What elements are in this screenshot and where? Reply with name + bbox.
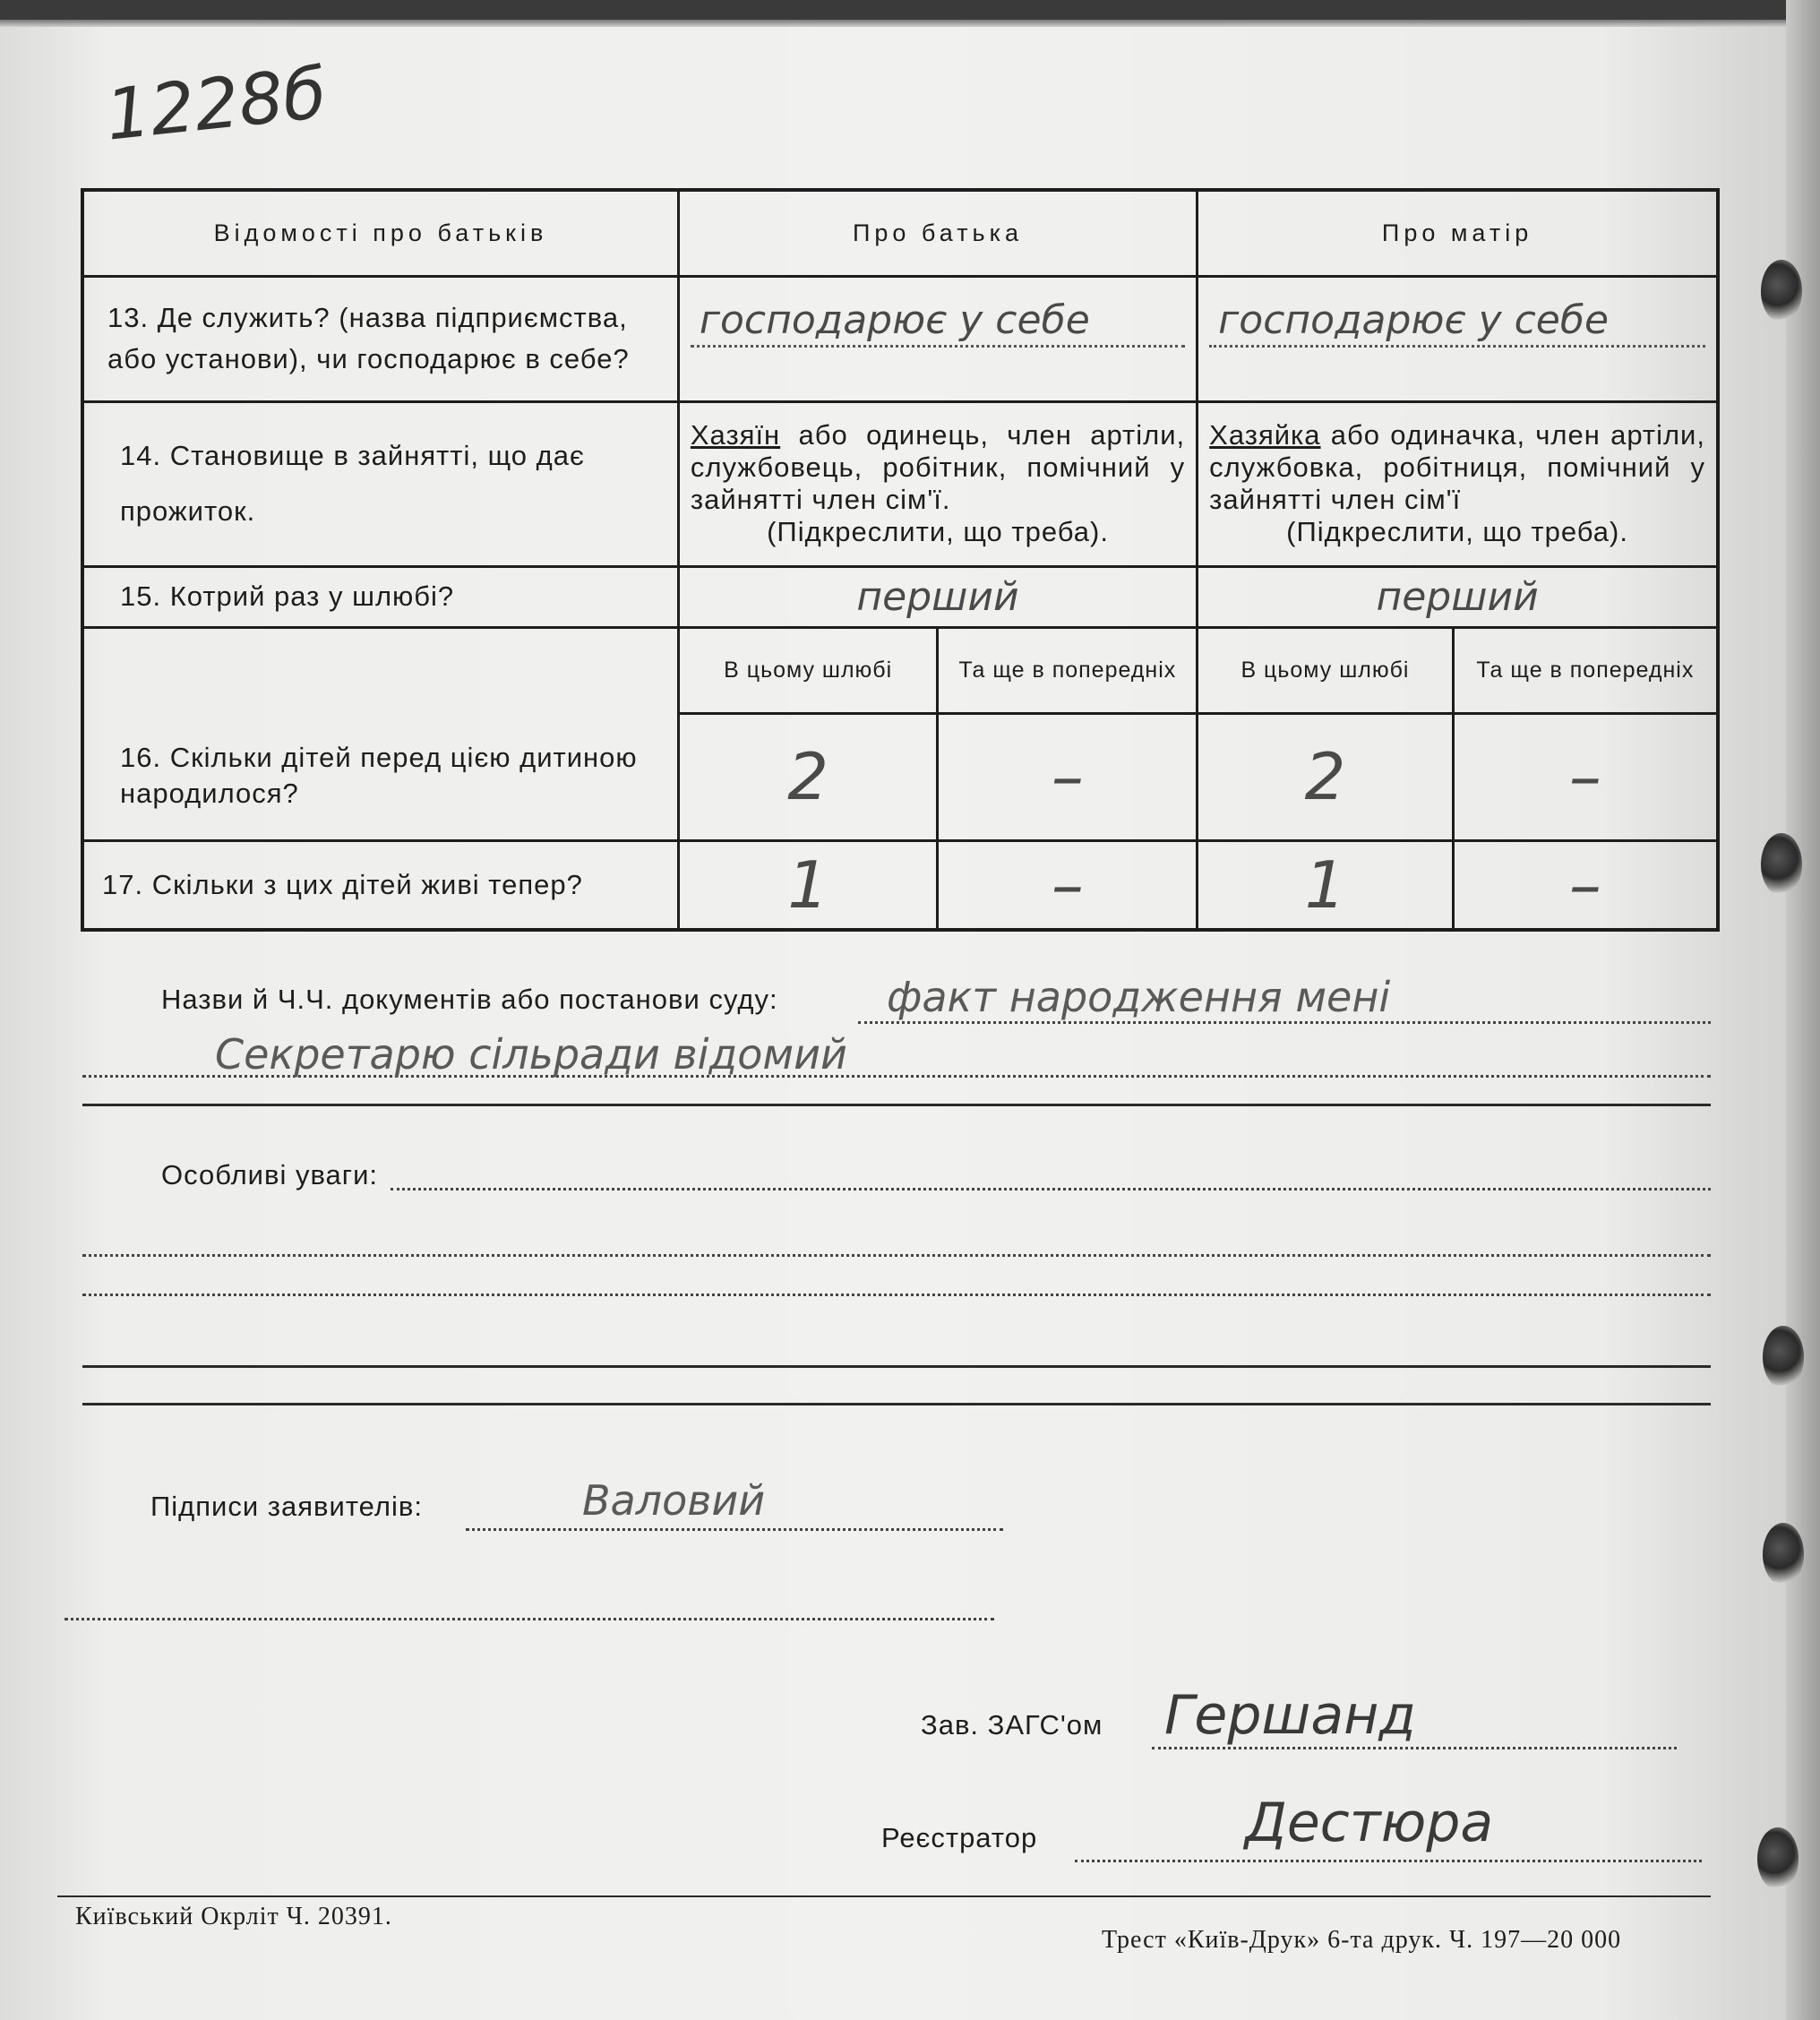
documents-answer-1[interactable]: факт народження мені	[887, 973, 1391, 1021]
applicant-signature[interactable]: Валовий	[582, 1476, 766, 1525]
documents-line-1	[858, 1021, 1711, 1024]
subheader-mother-previous: Та ще в попередніх	[1453, 627, 1718, 713]
q13-label: 13. Де служить? (назва підприємства, або установи), чи господарює в себе?	[82, 276, 678, 401]
binding-hole	[1757, 1827, 1799, 1890]
row-q13	[82, 276, 1718, 401]
table-header-row	[82, 190, 1718, 276]
zags-signature-line	[1152, 1747, 1677, 1749]
archive-number: 1228б	[101, 53, 331, 157]
binding-hole	[1763, 1326, 1804, 1388]
q13-father-cell	[678, 276, 1197, 401]
notes-line-2	[82, 1254, 1711, 1257]
documents-line-3	[82, 1104, 1711, 1106]
q14-mother-underlined: Хазяйка	[1209, 419, 1321, 451]
parents-info-table	[81, 188, 1720, 932]
signatures-line-2	[64, 1618, 994, 1620]
q16-father-this[interactable]: 2	[678, 713, 938, 840]
q16-father-previous[interactable]: –	[938, 713, 1198, 840]
footer-rule	[57, 1895, 1711, 1897]
zags-signature[interactable]: Гершанд	[1164, 1684, 1416, 1747]
q13-mother-cell	[1198, 276, 1718, 401]
q16-label: 16. Скільки дітей перед цією дитиною народилося?	[82, 627, 678, 840]
q14-mother-options	[1198, 401, 1718, 566]
q17-father-this[interactable]: 1	[678, 840, 938, 930]
row-subheaders	[82, 627, 1718, 713]
q14-father-rest: або одинець, член артіли, службовець, робітник, помічний у зайнятті член сім'ї.	[690, 419, 1186, 515]
q14-label: 14. Становище в зайнятті, що дає прожиток.	[82, 401, 678, 566]
documents-answer-2[interactable]: Секретарю сільради відомий	[215, 1030, 847, 1079]
registrar-signature-line	[1075, 1860, 1702, 1862]
header-mother: Про матір	[1198, 190, 1718, 276]
signatures-line-1	[466, 1528, 1003, 1531]
q15-father-answer[interactable]: перший	[678, 566, 1197, 627]
header-parents-info: Відомості про батьків	[82, 190, 678, 276]
binding-hole	[1763, 1523, 1804, 1586]
scan-top-shadow	[0, 20, 1820, 27]
q17-father-previous[interactable]: –	[938, 840, 1198, 930]
q17-mother-this[interactable]: 1	[1198, 840, 1454, 930]
zags-label: Зав. ЗАГС'ом	[921, 1709, 1103, 1741]
subheader-father-this: В цьому шлюбі	[678, 627, 938, 713]
q14-father-options	[678, 401, 1197, 566]
footer-right-imprint: Трест «Київ-Друк» 6-та друк. Ч. 197—20 000	[1102, 1926, 1622, 1954]
documents-label: Назви й Ч.Ч. документів або постанови суду:	[161, 984, 778, 1015]
binding-hole	[1761, 260, 1802, 322]
binding-hole	[1761, 833, 1802, 896]
header-father: Про батька	[678, 190, 1197, 276]
q14-mother-rest: або одиначка, член артіли, службовка, робітниця, помічний у зайнятті член сім'ї	[1209, 419, 1705, 515]
q17-label: 17. Скільки з цих дітей живі тепер?	[82, 840, 678, 930]
subheader-father-previous: Та ще в попередніх	[938, 627, 1198, 713]
q14-mother-note: (Підкреслити, що треба).	[1286, 516, 1628, 547]
signatures-label: Підписи заявителів:	[150, 1491, 423, 1522]
notes-line-1	[391, 1188, 1711, 1191]
q13-father-answer[interactable]: господарює у себе	[691, 297, 1185, 348]
row-q14	[82, 401, 1718, 566]
registrar-signature[interactable]: Дестюра	[1245, 1792, 1494, 1854]
q15-mother-answer[interactable]: перший	[1198, 566, 1718, 627]
footer-left-imprint: Київський Окрліт Ч. 20391.	[75, 1903, 392, 1930]
notes-line-3	[82, 1294, 1711, 1296]
notes-label: Особливі уваги:	[161, 1159, 379, 1191]
row-q15	[82, 566, 1718, 627]
scan-top-edge	[0, 0, 1820, 20]
q16-mother-this[interactable]: 2	[1198, 713, 1454, 840]
subheader-mother-this: В цьому шлюбі	[1198, 627, 1454, 713]
q14-father-note: (Підкреслити, що треба).	[767, 516, 1109, 547]
notes-line-4	[82, 1365, 1711, 1368]
q14-father-underlined: Хазяїн	[690, 419, 781, 451]
q17-mother-previous[interactable]: –	[1453, 840, 1718, 930]
row-q17	[82, 840, 1718, 930]
q15-label: 15. Котрий раз у шлюбі?	[82, 566, 678, 627]
registrar-label: Реєстратор	[881, 1822, 1038, 1853]
q16-mother-previous[interactable]: –	[1453, 713, 1718, 840]
q13-mother-answer[interactable]: господарює у себе	[1209, 297, 1705, 348]
notes-line-5	[82, 1403, 1711, 1405]
